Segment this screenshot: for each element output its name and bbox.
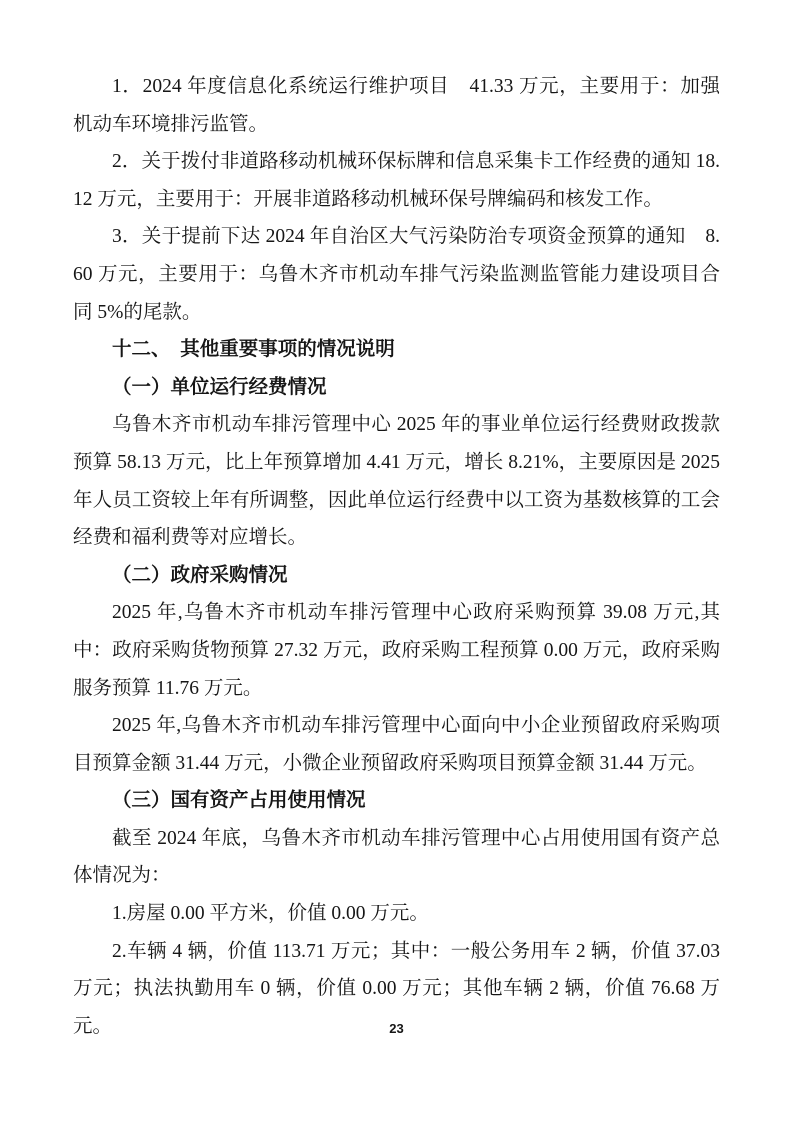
section-heading-12-other-important-matters: 十二、 其他重要事项的情况说明 <box>112 338 395 361</box>
list-item-vehicle-assets: 2.车辆 4 辆，价值 113.71 万元；其中：一般公务用车 2 辆，价值 37.03 万元；执法执勤用车 0 辆，价值 0.00 万元；其他车辆 2 辆，价值 76.68 万元。 <box>73 940 720 1037</box>
paragraph-procurement-budget-detail: 2025 年,乌鲁木齐市机动车排污管理中心政府采购预算 39.08 万元,其中：政府采购货物预算 27.32 万元，政府采购工程预算 0.00 万元，政府采购服务预算 11.76 万元。 <box>73 602 720 699</box>
list-item-info-system-maintenance: 1．2024 年度信息化系统运行维护项目 41.33 万元，主要用于：加强机动车环境排污监管。 <box>73 76 720 135</box>
paragraph-sme-reserved-procurement: 2025 年,乌鲁木齐市机动车排污管理中心面向中小企业预留政府采购项目预算金额 31.44 万元，小微企业预留政府采购项目预算金额 31.44 万元。 <box>73 715 720 774</box>
subsection-heading-1-operating-expenses: （一）单位运行经费情况 <box>112 376 327 398</box>
subsection-heading-2-government-procurement: （二）政府采购情况 <box>112 564 288 586</box>
paragraph-state-assets-intro: 截至 2024 年底，乌鲁木齐市机动车排污管理中心占用使用国有资产总体情况为： <box>73 827 720 887</box>
list-item-air-pollution-fund-notice: 3．关于提前下达 2024 年自治区大气污染防治专项资金预算的通知 8.60 万元，主要用于：乌鲁木齐市机动车排气污染监测监管能力建设项目合同 5%的尾款。 <box>73 226 720 323</box>
subsection-heading-3-state-assets: （三）国有资产占用使用情况 <box>112 790 366 812</box>
list-item-housing-assets: 1.房屋 0.00 平方米，价值 0.00 万元。 <box>112 903 429 925</box>
page-number: 23 <box>389 1021 404 1036</box>
list-item-non-road-machinery-funds: 2．关于拨付非道路移动机械环保标牌和信息采集卡工作经费的通知 18.12 万元，主要用于：开展非道路移动机械环保号牌编码和核发工作。 <box>73 151 720 210</box>
paragraph-operating-expenses-detail: 乌鲁木齐市机动车排污管理中心 2025 年的事业单位运行经费财政拨款预算 58.13 万元，比上年预算增加 4.41 万元，增长 8.21%，主要原因是 2025 年人员工资较上年有所调整，因此单位运行经费中以工资为基数核算的工会经费和福利费等对应增长。 <box>73 414 720 549</box>
